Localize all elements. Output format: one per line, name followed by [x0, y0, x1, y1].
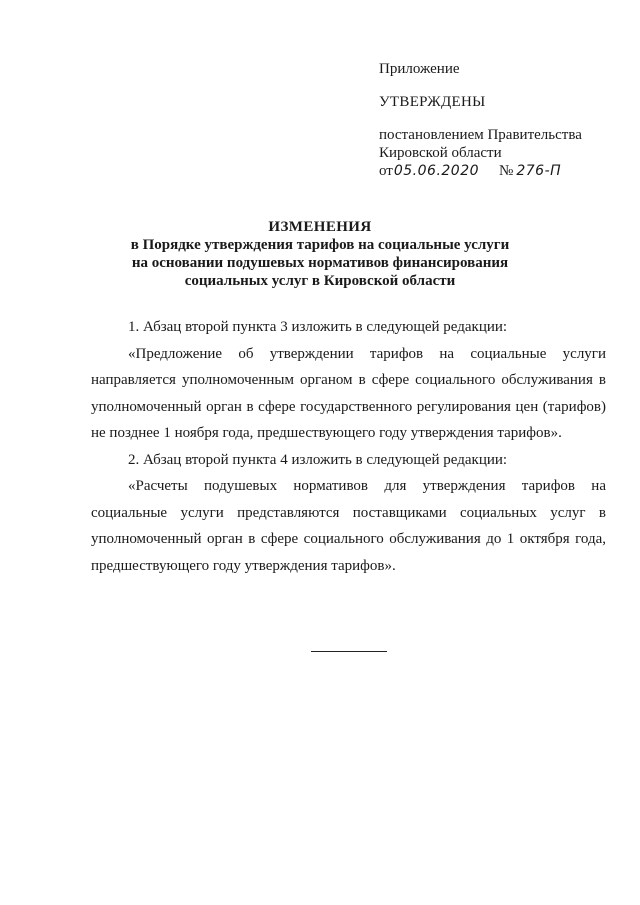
title-line-1: в Порядке утверждения тарифов на социальные услуги: [130, 237, 510, 253]
number-prefix: №: [499, 163, 514, 179]
approval-block: [379, 60, 619, 180]
item-1-text: «Предложение об утверждении тарифов на социальные услуги направляется уполномоченным органом в сфере социального обслуживания в уполномоченный орган в сфере государственного регулирования цен (тарифов) не позднее 1 ноября года, предшествующего году утверждения тарифов».: [91, 345, 606, 441]
title-line-3: социальных услуг в Кировской области: [184, 273, 456, 289]
end-divider: [311, 651, 387, 652]
document-title: [60, 218, 580, 290]
item-2-heading: 2. Абзац второй пункта 4 изложить в следующей редакции:: [128, 451, 508, 468]
handwritten-number: 276-П: [516, 163, 562, 179]
approved-by-line-2: Кировской области: [379, 145, 502, 161]
approved-label: УТВЕРЖДЕНЫ: [379, 94, 486, 110]
item-2-text: «Расчеты подушевых нормативов для утверждения тарифов на социальные услуги представляются поставщиками социальных услуг в уполномоченный орган в сфере социального обслуживания до 1 октября года, предшествующего году утверждения тарифов».: [91, 478, 606, 574]
approved-by-line-1: постановлением Правительства: [379, 127, 582, 143]
document-body: [91, 314, 606, 579]
appendix-label: Приложение: [379, 61, 460, 77]
title-line-2: на основании подушевых нормативов финансирования: [131, 255, 509, 271]
handwritten-date: 05.06.2020: [393, 163, 480, 179]
date-prefix: от: [379, 163, 393, 179]
date-number-row: [379, 162, 619, 180]
title-main: ИЗМЕНЕНИЯ: [268, 219, 372, 235]
item-1-heading: 1. Абзац второй пункта 3 изложить в следующей редакции:: [128, 319, 508, 335]
approved-by: [379, 126, 619, 180]
